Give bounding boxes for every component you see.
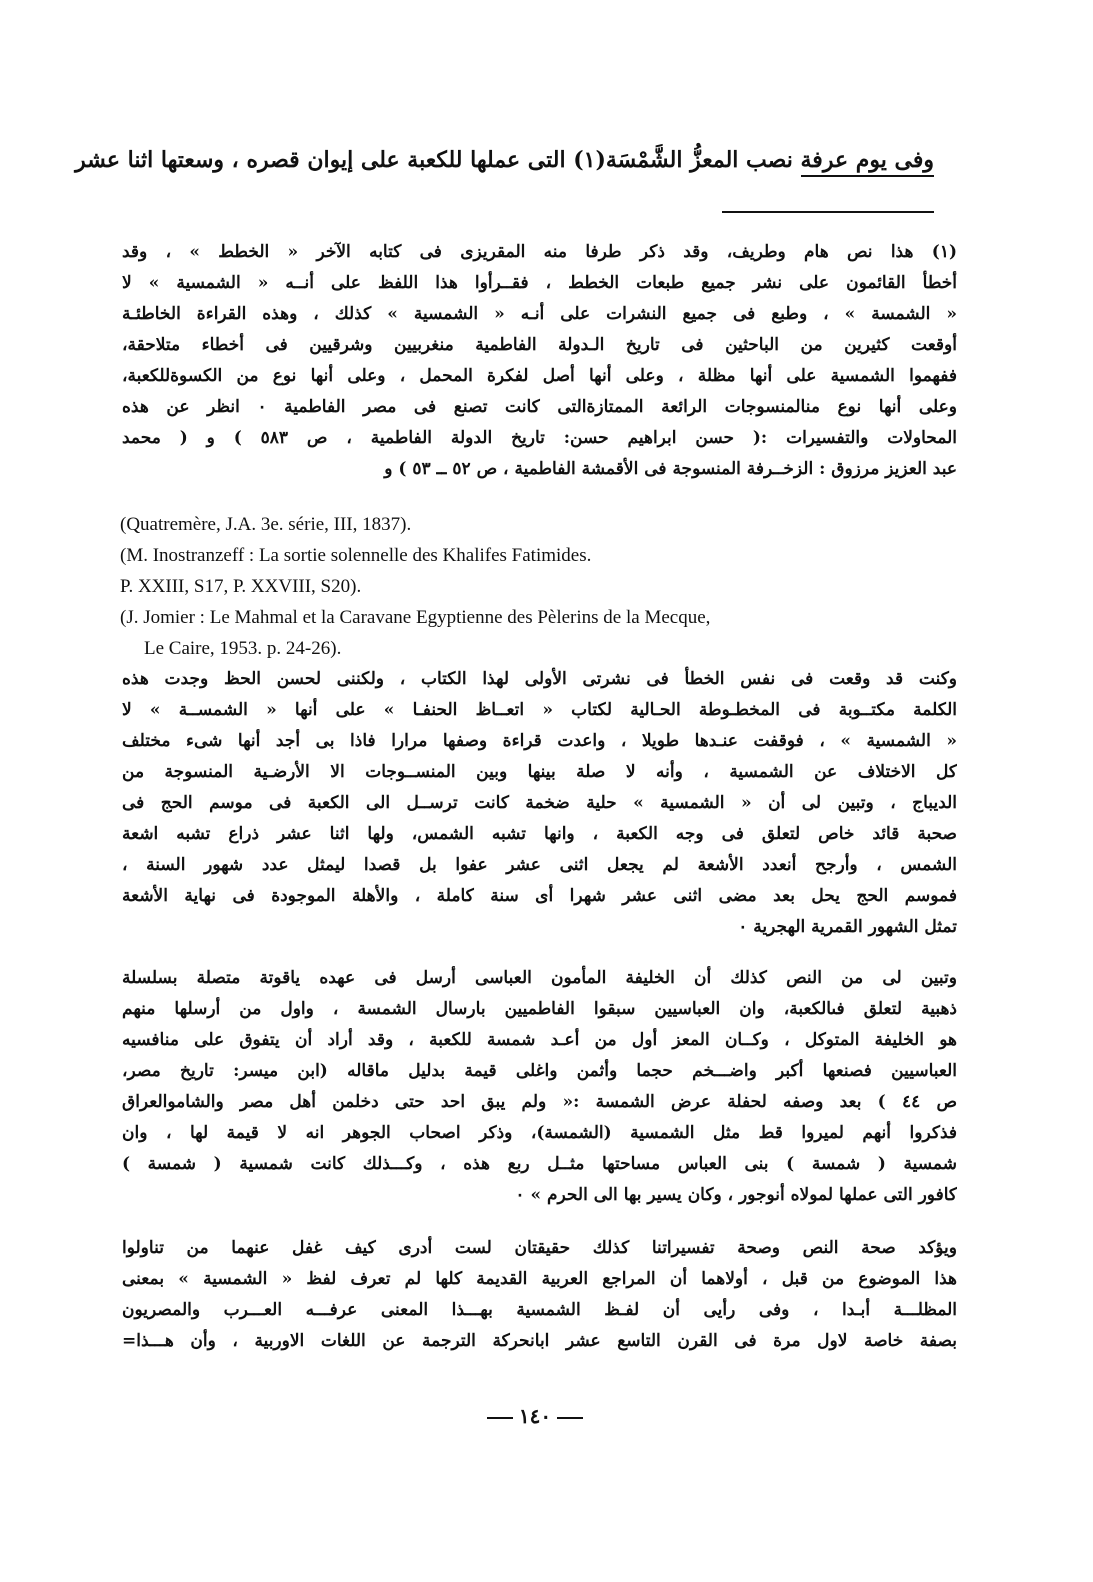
reference-line: (J. Jomier : Le Mahmal et la Caravane Egyptienne des Pèlerins de la Mecque,	[120, 607, 711, 628]
paragraph-line: بصفة خاصة لاول مرة فى القرن التاسع عشر ابانحركة الترجمة عن اللغات الاوربية ، وأن هـــذا=	[122, 1331, 957, 1351]
paragraph-line: كافور التى عملها لمولاه أنوجور ، وكان يسير بها الى الحرم » ٠	[515, 1185, 957, 1205]
footnote-line: « الشمسة » ، وطبع فى جميع النشرات على أنـه « الشمسية » كذلك ، وهذه القراءة الخاطئـة	[122, 304, 957, 324]
paragraph-line: شمسية ( شمسة ) بنى العباس مساحتها مثــل ربع هذه ، وكـــذلك كانت شمسية ( شمسة )	[122, 1154, 957, 1174]
footnote-line: (١) هذا نص هام وطريف، وقد ذكر طرفا منه المقريزى فى كتابه الآخر « الخطط » ، وقد	[122, 242, 957, 262]
paragraph-3	[122, 963, 957, 1211]
paragraph-line: تمثل الشهور القمرية الهجرية ٠	[738, 917, 957, 937]
paragraph-line: هذا الموضوع من قبل ، أولاهما أن المراجع العربية القديمة كلها لم تعرف لفظ « الشمسية » بمعنى	[122, 1269, 957, 1289]
page-number	[470, 1404, 600, 1428]
main-text-underlined-prefix: وفى يوم عرفة	[801, 147, 934, 177]
footnote-line: ففهموا الشمسية على أنها مظلة ، وعلى أنها أصل لفكرة المحمل ، وعلى أنها نوع من الكسوةللكعبة،	[122, 366, 957, 386]
footnote-line: أخطأ القائمون على نشر جميع طبعات الخطط ، فقــرأوا هذا اللفظ على أنــه « الشمسية » لا	[122, 273, 957, 293]
paragraph-line: الشمس ، وأرجح أنعدد الأشعة لم يجعل اثنى عشر عفوا بل قصدا ليمثل عدد شهور السنة ،	[122, 855, 957, 875]
paragraph-line: ذهبية لتعلق فىالكعبة، وان العباسيين سبقوا الفاطميين بارسال الشمسة ، واول من أرسلها منهم	[122, 999, 957, 1019]
paragraph-line: الكلمة مكتــوبة فى المخطـوطة الحـالية لكتاب « اتعــاظ الحنفـا » على أنها « الشمســة » لا	[122, 700, 957, 720]
paragraph-line: فموسم الحج يحل بعد مضى اثنى عشر شهرا أى سنة كاملة ، والأهلة الموجودة فى نهاية الأشعة	[122, 886, 957, 906]
paragraph-line: هو الخليفة المتوكل ، وكــان المعز أول من أعـد شمسة للكعبة ، وقد أراد أن يتفوق على منافسيه	[122, 1030, 957, 1050]
main-text-rest: نصب المعزُّ الشَّمْسَة(١) التى عملها للكعبة على إيوان قصره ، وسعتها اثنا عشر	[75, 147, 801, 173]
footnote-divider	[722, 211, 934, 213]
main-text-line	[75, 142, 934, 178]
paragraph-line: كل الاختلاف عن الشمسية ، وأنه لا صلة بينها وبين المنســوجات الا الأرضـية المنسوجة من	[122, 762, 957, 782]
reference-line: P. XXIII, S17, P. XXVIII, S20).	[120, 576, 362, 597]
paragraph-line: وتبين لى من النص كذلك أن الخليفة المأمون العباسى أرسل فى عهده ياقوتة متصلة بسلسلة	[122, 968, 957, 988]
page-number-dash-left	[487, 1417, 513, 1419]
paragraph-line: ص ٤٤ ) بعد وصفه لحفلة عرض الشمسة :« ولم يبق احد حتى دخلمن أهل مصر والشاموالعراق	[122, 1092, 957, 1112]
paragraph-4	[122, 1233, 957, 1357]
french-references	[120, 509, 920, 664]
paragraph-line: العباسيين فصنعها أكبر واضـــخم حجما وأثمن واغلى قيمة بدليل ماقاله (ابن ميسر: تاريخ مصر،	[122, 1061, 957, 1081]
footnote-line: أوقعت كثيرين من الباحثين فى تاريخ الـدولة الفاطمية منغربيين وشرقيين فى أخطاء متلاحقة،	[122, 335, 957, 355]
paragraph-line: وكنت قد وقعت فى نفس الخطأ فى نشرتى الأولى لهذا الكتاب ، ولكننى لحسن الحظ وجدت هذه	[122, 669, 957, 689]
paragraph-line: المظلـــة أبـدا ، وفى رأيى أن لفـظ الشمسية بهـــذا المعنى عرفـــه العـــرب والمصريون	[122, 1300, 957, 1320]
page-number-dash-right	[557, 1417, 583, 1419]
paragraph-line: الديباج ، وتبين لى أن « الشمسية » حلية ضخمة كانت ترســل الى الكعبة فى موسم الحج فى	[122, 793, 957, 813]
page-number-value: ١٤٠	[518, 1404, 552, 1428]
paragraph-line: ويؤكد صحة النص وصحة تفسيراتنا كذلك حقيقتان لست أدرى كيف غفل عنهما من تناولوا	[122, 1238, 957, 1258]
footnote-1	[122, 237, 957, 485]
footnote-line: عبد العزيز مرزوق : الزخــرفة المنسوجة فى الأقمشة الفاطمية ، ص ٥٢ ــ ٥٣ ) و	[384, 459, 957, 479]
reference-line: (Quatremère, J.A. 3e. série, III, 1837).	[120, 514, 412, 535]
paragraph-line: فذكروا أنهم لميروا قط مثل الشمسية (الشمسة)، وذكر اصحاب الجوهر انه لا قيمة لها ، وان	[122, 1123, 957, 1143]
paragraph-2	[122, 664, 957, 943]
reference-line: Le Caire, 1953. p. 24-26).	[144, 638, 342, 659]
paragraph-line: صحبة قائد خاص لتعلق فى وجه الكعبة ، وانها تشبه الشمس، ولها اثنا عشر ذراع تشبه اشعة	[122, 824, 957, 844]
footnote-line: المحاولات والتفسيرات :( حسن ابراهيم حسن: تاريخ الدولة الفاطمية ، ص ٥٨٣ ) و ( محمد	[122, 428, 957, 448]
reference-line: (M. Inostranzeff : La sortie solennelle des Khalifes Fatimides.	[120, 545, 592, 566]
paragraph-line: « الشمسية » ، فوقفت عنـدها طويلا ، واعدت قراءة وصفها مرارا فاذا بى أجد أنها شىء مختلف	[122, 731, 957, 751]
footnote-line: وعلى أنها نوع منالمنسوجات الرائعة الممتازةالتى كانت تصنع فى مصر الفاطمية ٠ انظر عن هذه	[122, 397, 957, 417]
